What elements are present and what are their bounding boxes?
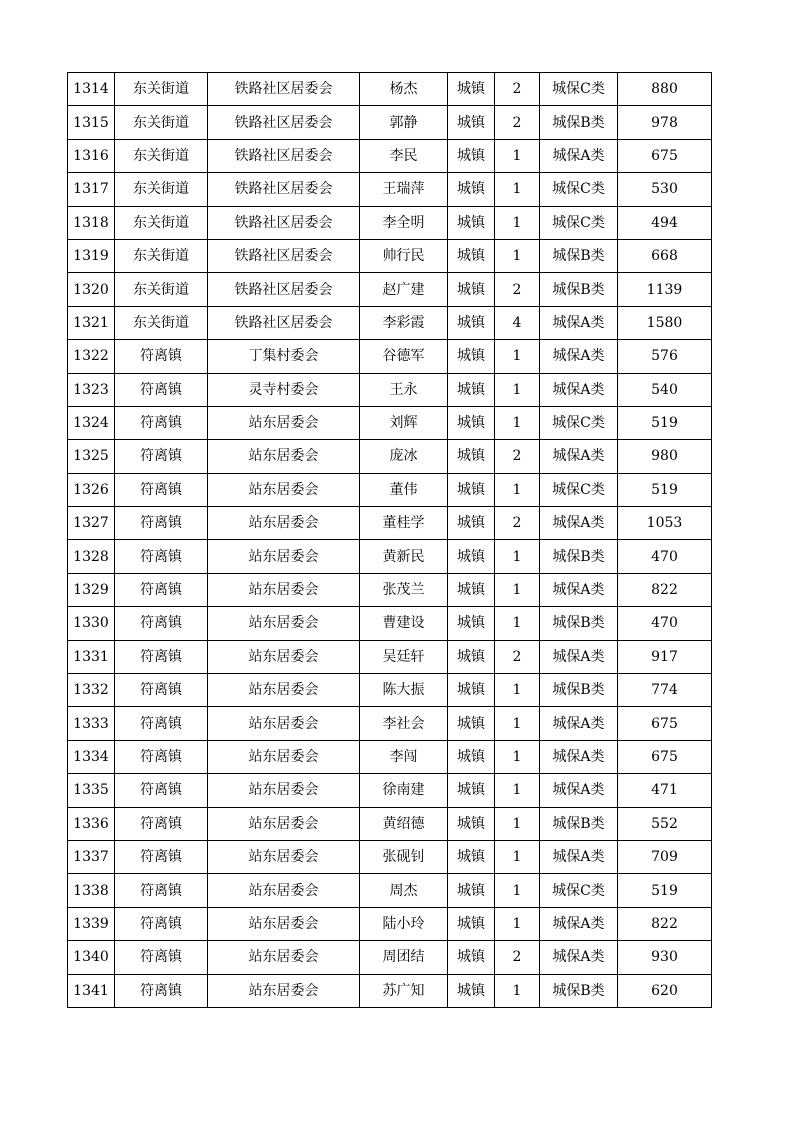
committee-cell: 站东居委会 [208, 573, 360, 606]
town-cell: 符离镇 [115, 340, 208, 373]
name-cell: 杨杰 [360, 73, 448, 106]
table-row [68, 540, 712, 573]
category-cell: 城保B类 [540, 807, 618, 840]
town-cell: 符离镇 [115, 573, 208, 606]
category-cell: 城保A类 [540, 139, 618, 172]
table-row [68, 373, 712, 406]
row-number-cell: 1324 [68, 406, 115, 439]
name-cell: 苏广知 [360, 974, 448, 1007]
amount-cell: 470 [618, 540, 712, 573]
table-row [68, 173, 712, 206]
row-number-cell: 1333 [68, 707, 115, 740]
table-row [68, 874, 712, 907]
amount-cell: 519 [618, 406, 712, 439]
name-cell: 刘辉 [360, 406, 448, 439]
amount-cell: 668 [618, 239, 712, 272]
name-cell: 吴廷轩 [360, 640, 448, 673]
table-row [68, 774, 712, 807]
category-cell: 城保A类 [540, 306, 618, 339]
category-cell: 城保C类 [540, 206, 618, 239]
row-number-cell: 1332 [68, 674, 115, 707]
row-number-cell: 1336 [68, 807, 115, 840]
household-type-cell: 城镇 [448, 440, 495, 473]
committee-cell: 站东居委会 [208, 907, 360, 940]
member-count-cell: 1 [495, 607, 540, 640]
table-row [68, 507, 712, 540]
committee-cell: 站东居委会 [208, 840, 360, 873]
name-cell: 张砚钊 [360, 840, 448, 873]
member-count-cell: 1 [495, 674, 540, 707]
amount-cell: 709 [618, 840, 712, 873]
table-row [68, 73, 712, 106]
table-row [68, 206, 712, 239]
category-cell: 城保A类 [540, 340, 618, 373]
amount-cell: 576 [618, 340, 712, 373]
amount-cell: 519 [618, 874, 712, 907]
name-cell: 谷德军 [360, 340, 448, 373]
town-cell: 东关街道 [115, 173, 208, 206]
table-row [68, 807, 712, 840]
town-cell: 东关街道 [115, 106, 208, 139]
name-cell: 陈大振 [360, 674, 448, 707]
household-type-cell: 城镇 [448, 473, 495, 506]
committee-cell: 站东居委会 [208, 440, 360, 473]
table-row [68, 707, 712, 740]
committee-cell: 铁路社区居委会 [208, 239, 360, 272]
row-number-cell: 1314 [68, 73, 115, 106]
amount-cell: 530 [618, 173, 712, 206]
row-number-cell: 1338 [68, 874, 115, 907]
table-row [68, 674, 712, 707]
household-type-cell: 城镇 [448, 607, 495, 640]
committee-cell: 站东居委会 [208, 674, 360, 707]
amount-cell: 822 [618, 907, 712, 940]
row-number-cell: 1321 [68, 306, 115, 339]
category-cell: 城保B类 [540, 273, 618, 306]
household-type-cell: 城镇 [448, 874, 495, 907]
name-cell: 王永 [360, 373, 448, 406]
table-row [68, 139, 712, 172]
row-number-cell: 1315 [68, 106, 115, 139]
town-cell: 东关街道 [115, 273, 208, 306]
amount-cell: 519 [618, 473, 712, 506]
category-cell: 城保B类 [540, 239, 618, 272]
member-count-cell: 1 [495, 540, 540, 573]
table-row [68, 740, 712, 773]
committee-cell: 铁路社区居委会 [208, 173, 360, 206]
row-number-cell: 1318 [68, 206, 115, 239]
member-count-cell: 1 [495, 840, 540, 873]
row-number-cell: 1325 [68, 440, 115, 473]
household-type-cell: 城镇 [448, 540, 495, 573]
member-count-cell: 1 [495, 473, 540, 506]
household-type-cell: 城镇 [448, 774, 495, 807]
amount-cell: 552 [618, 807, 712, 840]
member-count-cell: 1 [495, 907, 540, 940]
member-count-cell: 1 [495, 573, 540, 606]
town-cell: 符离镇 [115, 640, 208, 673]
committee-cell: 站东居委会 [208, 473, 360, 506]
table-row [68, 306, 712, 339]
town-cell: 符离镇 [115, 373, 208, 406]
name-cell: 李闯 [360, 740, 448, 773]
category-cell: 城保C类 [540, 874, 618, 907]
name-cell: 董伟 [360, 473, 448, 506]
household-type-cell: 城镇 [448, 573, 495, 606]
household-type-cell: 城镇 [448, 907, 495, 940]
category-cell: 城保A类 [540, 907, 618, 940]
amount-cell: 980 [618, 440, 712, 473]
committee-cell: 站东居委会 [208, 874, 360, 907]
town-cell: 东关街道 [115, 306, 208, 339]
row-number-cell: 1328 [68, 540, 115, 573]
category-cell: 城保B类 [540, 106, 618, 139]
household-type-cell: 城镇 [448, 507, 495, 540]
member-count-cell: 2 [495, 273, 540, 306]
committee-cell: 铁路社区居委会 [208, 273, 360, 306]
category-cell: 城保B类 [540, 674, 618, 707]
row-number-cell: 1341 [68, 974, 115, 1007]
town-cell: 符离镇 [115, 674, 208, 707]
category-cell: 城保C类 [540, 406, 618, 439]
name-cell: 张茂兰 [360, 573, 448, 606]
town-cell: 符离镇 [115, 907, 208, 940]
name-cell: 周团结 [360, 941, 448, 974]
member-count-cell: 2 [495, 106, 540, 139]
committee-cell: 站东居委会 [208, 740, 360, 773]
row-number-cell: 1340 [68, 941, 115, 974]
table-row [68, 974, 712, 1007]
member-count-cell: 1 [495, 707, 540, 740]
town-cell: 东关街道 [115, 139, 208, 172]
household-type-cell: 城镇 [448, 173, 495, 206]
member-count-cell: 2 [495, 640, 540, 673]
name-cell: 曹建设 [360, 607, 448, 640]
category-cell: 城保A类 [540, 440, 618, 473]
household-type-cell: 城镇 [448, 206, 495, 239]
household-type-cell: 城镇 [448, 707, 495, 740]
table-row [68, 573, 712, 606]
member-count-cell: 4 [495, 306, 540, 339]
household-type-cell: 城镇 [448, 840, 495, 873]
name-cell: 李民 [360, 139, 448, 172]
amount-cell: 774 [618, 674, 712, 707]
table-row [68, 273, 712, 306]
committee-cell: 铁路社区居委会 [208, 206, 360, 239]
town-cell: 符离镇 [115, 473, 208, 506]
household-type-cell: 城镇 [448, 139, 495, 172]
name-cell: 董桂学 [360, 507, 448, 540]
committee-cell: 丁集村委会 [208, 340, 360, 373]
town-cell: 符离镇 [115, 807, 208, 840]
row-number-cell: 1317 [68, 173, 115, 206]
member-count-cell: 1 [495, 239, 540, 272]
town-cell: 符离镇 [115, 507, 208, 540]
table-body [68, 73, 712, 1008]
amount-cell: 930 [618, 941, 712, 974]
household-type-cell: 城镇 [448, 974, 495, 1007]
row-number-cell: 1316 [68, 139, 115, 172]
table-row [68, 106, 712, 139]
name-cell: 黄新民 [360, 540, 448, 573]
committee-cell: 站东居委会 [208, 774, 360, 807]
household-type-cell: 城镇 [448, 740, 495, 773]
category-cell: 城保A类 [540, 640, 618, 673]
town-cell: 符离镇 [115, 840, 208, 873]
table-row [68, 440, 712, 473]
town-cell: 东关街道 [115, 239, 208, 272]
row-number-cell: 1326 [68, 473, 115, 506]
member-count-cell: 1 [495, 139, 540, 172]
row-number-cell: 1327 [68, 507, 115, 540]
household-type-cell: 城镇 [448, 306, 495, 339]
household-type-cell: 城镇 [448, 106, 495, 139]
amount-cell: 1139 [618, 273, 712, 306]
household-type-cell: 城镇 [448, 73, 495, 106]
table-row [68, 406, 712, 439]
amount-cell: 471 [618, 774, 712, 807]
name-cell: 陆小玲 [360, 907, 448, 940]
name-cell: 王瑞萍 [360, 173, 448, 206]
row-number-cell: 1335 [68, 774, 115, 807]
household-type-cell: 城镇 [448, 239, 495, 272]
table-row [68, 473, 712, 506]
amount-cell: 978 [618, 106, 712, 139]
name-cell: 庞冰 [360, 440, 448, 473]
category-cell: 城保B类 [540, 607, 618, 640]
category-cell: 城保C类 [540, 173, 618, 206]
amount-cell: 675 [618, 740, 712, 773]
amount-cell: 822 [618, 573, 712, 606]
committee-cell: 铁路社区居委会 [208, 73, 360, 106]
committee-cell: 站东居委会 [208, 640, 360, 673]
member-count-cell: 1 [495, 874, 540, 907]
category-cell: 城保B类 [540, 540, 618, 573]
category-cell: 城保B类 [540, 974, 618, 1007]
row-number-cell: 1320 [68, 273, 115, 306]
household-type-cell: 城镇 [448, 640, 495, 673]
category-cell: 城保A类 [540, 840, 618, 873]
row-number-cell: 1339 [68, 907, 115, 940]
town-cell: 符离镇 [115, 707, 208, 740]
committee-cell: 站东居委会 [208, 941, 360, 974]
town-cell: 符离镇 [115, 974, 208, 1007]
member-count-cell: 1 [495, 340, 540, 373]
amount-cell: 1053 [618, 507, 712, 540]
row-number-cell: 1331 [68, 640, 115, 673]
member-count-cell: 2 [495, 73, 540, 106]
member-count-cell: 2 [495, 440, 540, 473]
amount-cell: 880 [618, 73, 712, 106]
table-row [68, 907, 712, 940]
member-count-cell: 1 [495, 206, 540, 239]
category-cell: 城保C类 [540, 473, 618, 506]
row-number-cell: 1322 [68, 340, 115, 373]
category-cell: 城保A类 [540, 373, 618, 406]
name-cell: 周杰 [360, 874, 448, 907]
table-row [68, 607, 712, 640]
town-cell: 符离镇 [115, 540, 208, 573]
category-cell: 城保A类 [540, 707, 618, 740]
town-cell: 符离镇 [115, 607, 208, 640]
name-cell: 黄绍德 [360, 807, 448, 840]
row-number-cell: 1337 [68, 840, 115, 873]
committee-cell: 铁路社区居委会 [208, 139, 360, 172]
town-cell: 符离镇 [115, 874, 208, 907]
household-type-cell: 城镇 [448, 340, 495, 373]
table-row [68, 840, 712, 873]
beneficiary-table [67, 72, 712, 1008]
name-cell: 李彩霞 [360, 306, 448, 339]
row-number-cell: 1319 [68, 239, 115, 272]
category-cell: 城保A类 [540, 507, 618, 540]
table-row [68, 239, 712, 272]
row-number-cell: 1329 [68, 573, 115, 606]
category-cell: 城保A类 [540, 941, 618, 974]
member-count-cell: 1 [495, 974, 540, 1007]
name-cell: 赵广建 [360, 273, 448, 306]
row-number-cell: 1330 [68, 607, 115, 640]
member-count-cell: 1 [495, 173, 540, 206]
household-type-cell: 城镇 [448, 807, 495, 840]
amount-cell: 675 [618, 707, 712, 740]
row-number-cell: 1323 [68, 373, 115, 406]
name-cell: 李全明 [360, 206, 448, 239]
amount-cell: 1580 [618, 306, 712, 339]
table-row [68, 340, 712, 373]
table-row [68, 941, 712, 974]
amount-cell: 620 [618, 974, 712, 1007]
table-row [68, 640, 712, 673]
member-count-cell: 1 [495, 740, 540, 773]
member-count-cell: 1 [495, 406, 540, 439]
committee-cell: 灵寺村委会 [208, 373, 360, 406]
category-cell: 城保A类 [540, 740, 618, 773]
household-type-cell: 城镇 [448, 674, 495, 707]
household-type-cell: 城镇 [448, 273, 495, 306]
member-count-cell: 1 [495, 774, 540, 807]
town-cell: 符离镇 [115, 440, 208, 473]
town-cell: 东关街道 [115, 206, 208, 239]
town-cell: 符离镇 [115, 774, 208, 807]
town-cell: 东关街道 [115, 73, 208, 106]
member-count-cell: 1 [495, 373, 540, 406]
name-cell: 徐南建 [360, 774, 448, 807]
household-type-cell: 城镇 [448, 373, 495, 406]
committee-cell: 站东居委会 [208, 507, 360, 540]
member-count-cell: 2 [495, 507, 540, 540]
amount-cell: 470 [618, 607, 712, 640]
name-cell: 李社会 [360, 707, 448, 740]
town-cell: 符离镇 [115, 941, 208, 974]
household-type-cell: 城镇 [448, 406, 495, 439]
committee-cell: 站东居委会 [208, 807, 360, 840]
category-cell: 城保A类 [540, 774, 618, 807]
committee-cell: 站东居委会 [208, 540, 360, 573]
committee-cell: 铁路社区居委会 [208, 106, 360, 139]
amount-cell: 540 [618, 373, 712, 406]
category-cell: 城保A类 [540, 573, 618, 606]
town-cell: 符离镇 [115, 406, 208, 439]
committee-cell: 站东居委会 [208, 406, 360, 439]
committee-cell: 站东居委会 [208, 607, 360, 640]
amount-cell: 494 [618, 206, 712, 239]
row-number-cell: 1334 [68, 740, 115, 773]
amount-cell: 675 [618, 139, 712, 172]
name-cell: 郭静 [360, 106, 448, 139]
category-cell: 城保C类 [540, 73, 618, 106]
committee-cell: 铁路社区居委会 [208, 306, 360, 339]
name-cell: 帅行民 [360, 239, 448, 272]
member-count-cell: 1 [495, 807, 540, 840]
committee-cell: 站东居委会 [208, 707, 360, 740]
member-count-cell: 2 [495, 941, 540, 974]
town-cell: 符离镇 [115, 740, 208, 773]
committee-cell: 站东居委会 [208, 974, 360, 1007]
household-type-cell: 城镇 [448, 941, 495, 974]
amount-cell: 917 [618, 640, 712, 673]
